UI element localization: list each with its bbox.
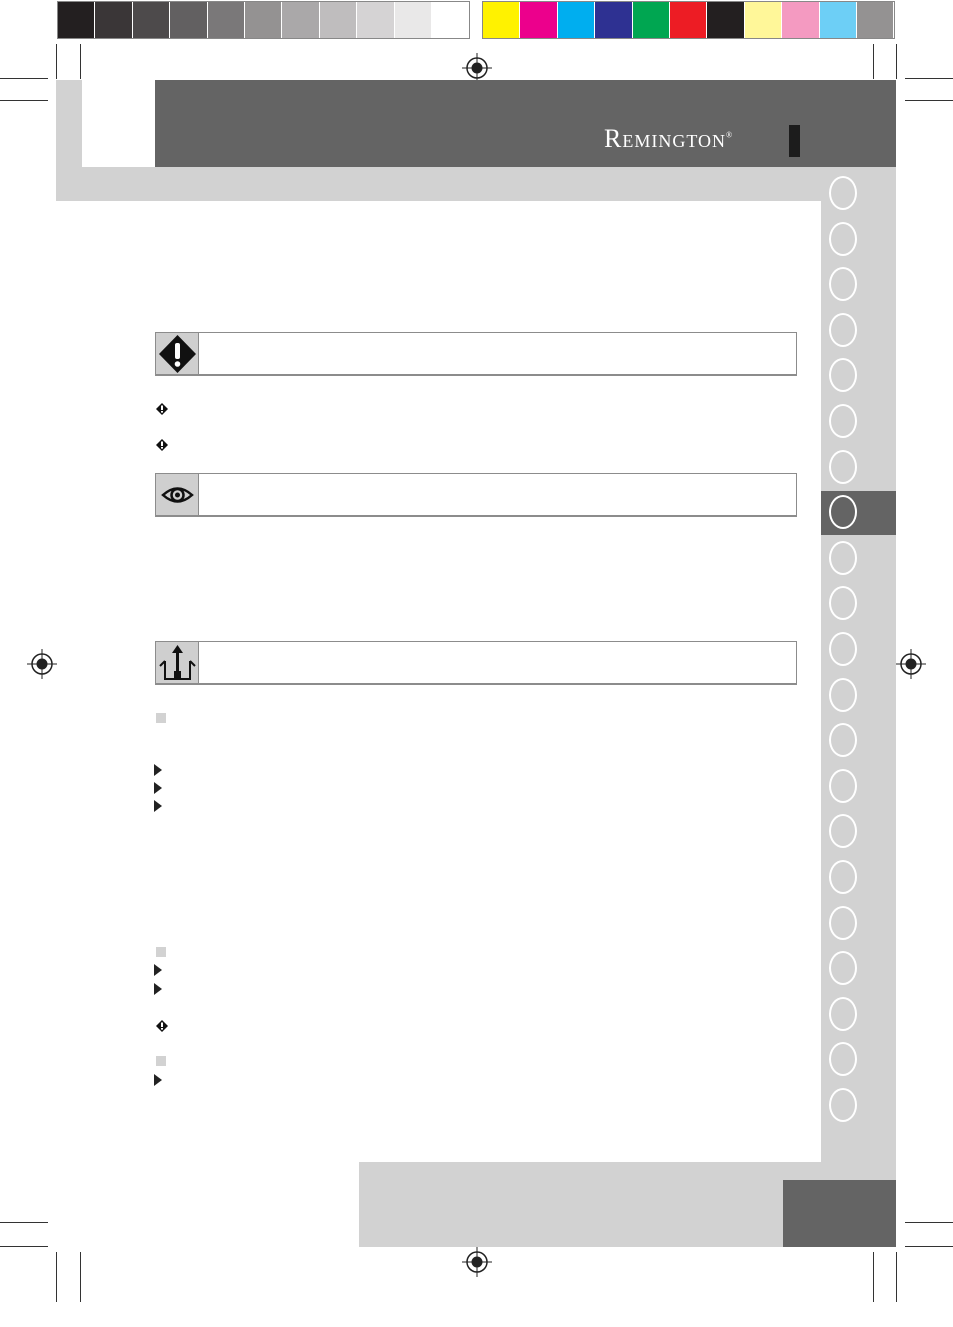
arrow-bullet-icon <box>154 983 162 995</box>
process-swatch <box>595 2 631 38</box>
square-bullet <box>156 947 166 957</box>
gray-swatch <box>320 2 356 38</box>
language-tab[interactable] <box>829 723 857 757</box>
registration-mark-icon <box>27 649 57 679</box>
square-bullet <box>156 713 166 723</box>
warning-bullet-icon <box>156 439 168 451</box>
gray-swatch <box>245 2 281 38</box>
language-tab[interactable] <box>829 1088 857 1122</box>
language-tab[interactable] <box>829 222 857 256</box>
arrow-bullet-icon <box>154 800 162 812</box>
brand-logo-mark: ® <box>726 130 734 140</box>
gray-swatch <box>208 2 244 38</box>
registration-mark-icon <box>462 1247 492 1277</box>
registration-mark-icon <box>462 53 492 83</box>
language-tab[interactable] <box>829 404 857 438</box>
warning-bullet-icon <box>156 403 168 415</box>
process-swatch <box>820 2 856 38</box>
language-tab[interactable] <box>829 313 857 347</box>
language-tab[interactable] <box>829 678 857 712</box>
top-light-band <box>56 167 896 201</box>
language-tab[interactable] <box>829 176 857 210</box>
arrow-bullet-icon <box>154 782 162 794</box>
process-swatch <box>857 2 893 38</box>
section-icon-cell <box>156 474 199 515</box>
gray-swatch <box>95 2 131 38</box>
language-tab[interactable] <box>829 951 857 985</box>
process-swatch <box>520 2 556 38</box>
process-swatch <box>633 2 669 38</box>
arrow-bullet-icon <box>154 1074 162 1086</box>
language-tab-active[interactable] <box>829 495 857 529</box>
brand-logo <box>604 124 733 154</box>
square-bullet <box>156 1056 166 1066</box>
gray-swatch <box>170 2 206 38</box>
section-header-cautions <box>155 332 797 376</box>
warning-bullet-icon <box>156 1020 168 1032</box>
section-icon-cell <box>156 642 199 683</box>
eye-icon <box>156 474 199 516</box>
language-tab[interactable] <box>829 450 857 484</box>
header-bar <box>155 80 896 167</box>
gray-swatch <box>133 2 169 38</box>
gray-swatch <box>432 2 468 38</box>
process-swatch <box>483 2 519 38</box>
process-swatch <box>745 2 781 38</box>
language-tab[interactable] <box>829 769 857 803</box>
gray-swatch <box>357 2 393 38</box>
warning-diamond-icon <box>156 333 199 375</box>
unpack-box-icon <box>156 642 199 684</box>
brand-logo-text: Remington <box>604 124 727 153</box>
process-swatch <box>558 2 594 38</box>
language-tab[interactable] <box>829 541 857 575</box>
language-tab[interactable] <box>829 906 857 940</box>
arrow-bullet-icon <box>154 964 162 976</box>
registration-mark-icon <box>896 649 926 679</box>
process-swatch <box>782 2 818 38</box>
section-header-features <box>155 473 797 517</box>
process-swatch <box>707 2 743 38</box>
section-icon-cell <box>156 333 199 374</box>
gray-swatch <box>58 2 94 38</box>
language-tab[interactable] <box>829 997 857 1031</box>
section-header-getting-started <box>155 641 797 685</box>
process-swatch <box>670 2 706 38</box>
language-tab[interactable] <box>829 267 857 301</box>
language-tab[interactable] <box>829 860 857 894</box>
gray-swatch <box>282 2 318 38</box>
brand-logo-block <box>789 125 800 157</box>
arrow-bullet-icon <box>154 764 162 776</box>
gray-swatch <box>395 2 431 38</box>
language-tab[interactable] <box>829 632 857 666</box>
footer-page-number-box <box>783 1180 896 1247</box>
